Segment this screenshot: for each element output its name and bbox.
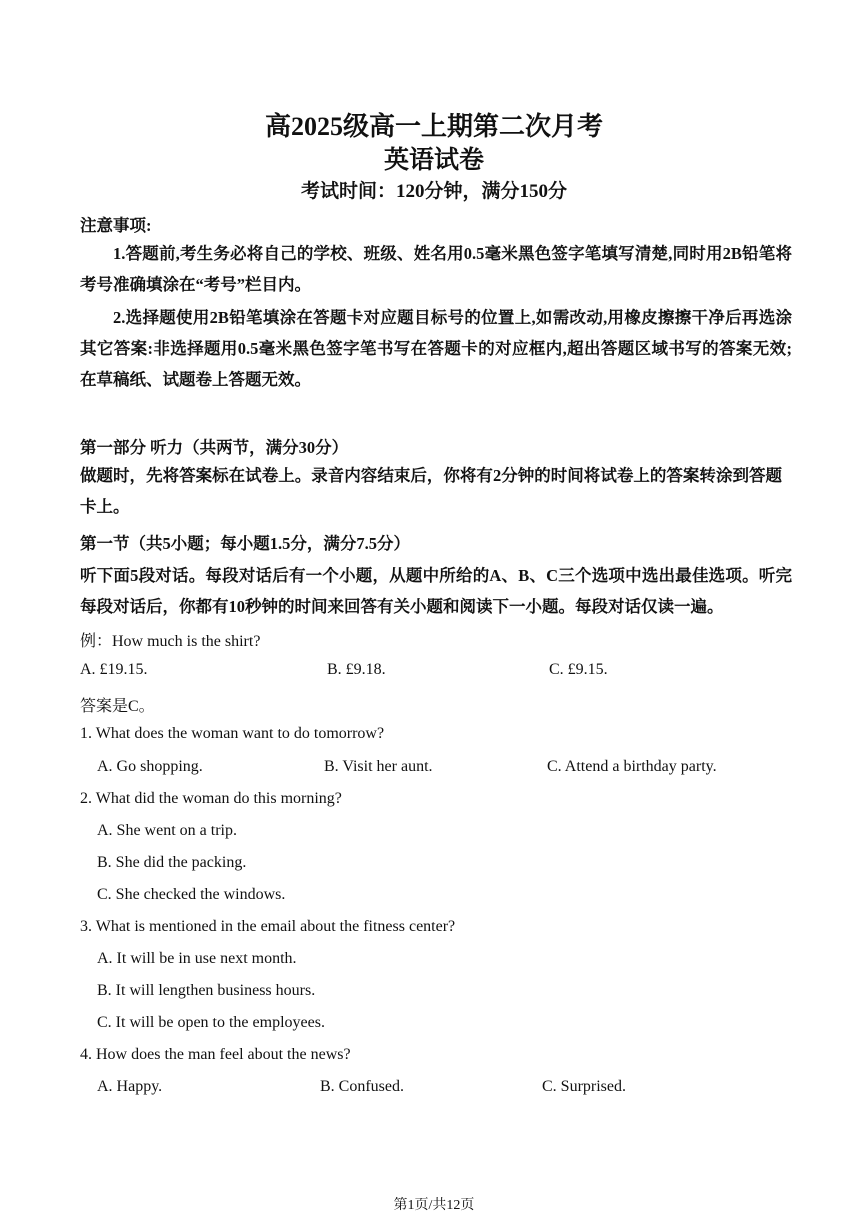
question-1-option-a: A. Go shopping. [97,758,203,775]
question-2: 2. What did the woman do this morning? [80,790,342,807]
question-3-option-a: A. It will be in use next month. [97,950,297,967]
notice-item-1-text: 1.答题前,考生务必将自己的学校、班级、姓名用0.5毫米黑色签字笔填写清楚,同时用2B铅笔将考号准确填涂在“考号”栏目内。 [80,244,792,294]
question-2-option-a: A. She went on a trip. [97,822,237,839]
exam-title: 高2025级高一上期第二次月考 [264,112,603,141]
notice-item-1 [80,238,792,300]
question-4-option-a: A. Happy. [97,1078,163,1095]
question-2-option-b: B. She did the packing. [97,854,247,871]
part1-instruction: 做题时，先将答案标在试卷上。录音内容结束后，你将有2分钟的时间将试卷上的答案转涂到答题卡上。 [80,466,782,516]
example-option-b: B. £9.18. [327,661,386,678]
question-1-option-c: C. Attend a birthday party. [547,758,717,775]
page-footer: 第1页/共12页 [393,1198,475,1213]
question-1-option-b: B. Visit her aunt. [324,758,433,775]
question-4-option-b: B. Confused. [320,1078,404,1095]
notice-item-2-text: 2.选择题使用2B铅笔填涂在答题卡对应题目标号的位置上,如需改动,用橡皮擦擦干净后再选涂其它答案:非选择题用0.5毫米黑色签字笔书写在答题卡的对应框内,超出答题区域书写的答案无效;在草稿纸、试题卷上答题无效。 [80,308,792,389]
question-2-option-c: C. She checked the windows. [97,886,286,903]
question-3-option-b: B. It will lengthen business hours. [97,982,316,999]
notice-item-2 [80,302,792,395]
section1-heading: 第一节（共5小题；每小题1.5分，满分7.5分） [80,534,410,553]
notice-heading: 注意事项: [80,216,152,235]
example-option-a: A. £19.15. [80,661,148,678]
example-option-c: C. £9.15. [549,661,608,678]
question-4-option-c: C. Surprised. [542,1078,626,1095]
section1-instruction: 听下面5段对话。每段对话后有一个小题，从题中所给的A、B、C三个选项中选出最佳选项。听完每段对话后，你都有10秒钟的时间来回答有关小题和阅读下一小题。每段对话仅读一遍。 [80,566,792,616]
example-answer: 答案是C。 [80,698,155,715]
question-3-option-c: C. It will be open to the employees. [97,1014,325,1031]
question-3: 3. What is mentioned in the email about the fitness center? [80,918,456,935]
question-4: 4. How does the man feel about the news? [80,1046,351,1063]
example-question: 例：How much is the shirt? [80,633,261,650]
exam-time-info: 考试时间：120分钟，满分150分 [300,181,567,202]
exam-subject: 英语试卷 [383,147,484,174]
question-1: 1. What does the woman want to do tomorrow? [80,725,385,742]
part1-heading: 第一部分 听力（共两节，满分30分） [80,438,349,457]
